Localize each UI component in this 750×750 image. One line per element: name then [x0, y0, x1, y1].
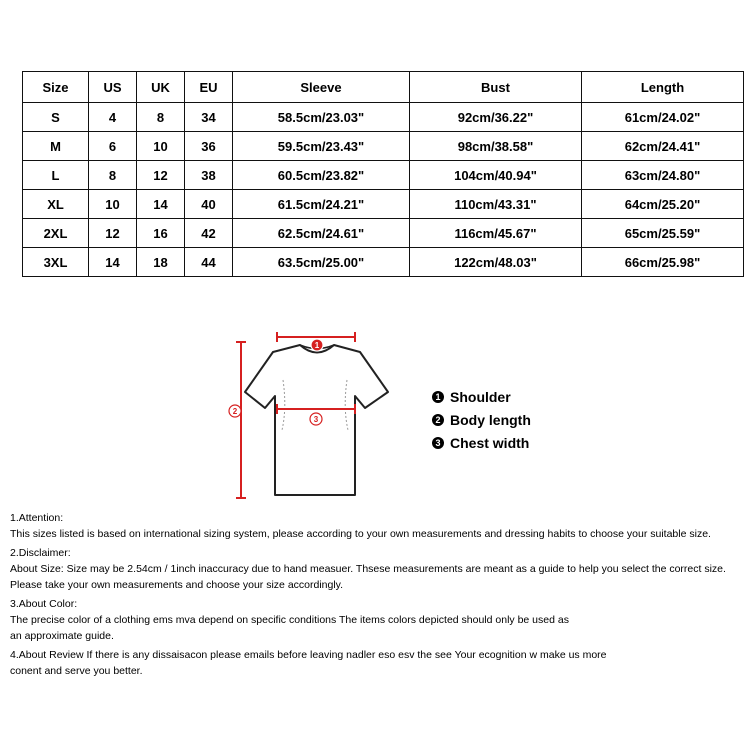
cell-us: 14 — [89, 248, 137, 277]
cell-us: 12 — [89, 219, 137, 248]
table-row — [23, 248, 744, 277]
cell-size: S — [23, 103, 89, 132]
note-line: The precise color of a clothing ems mva depend on specific conditions The items colors depicted should only be used as — [10, 614, 569, 626]
legend-label: Body length — [450, 412, 531, 428]
cell-sleeve: 60.5cm/23.82" — [233, 161, 410, 190]
cell-uk: 10 — [137, 132, 185, 161]
cell-uk: 12 — [137, 161, 185, 190]
header-eu: EU — [185, 72, 233, 103]
table-row — [23, 219, 744, 248]
note-attention — [10, 510, 746, 542]
cell-eu: 44 — [185, 248, 233, 277]
cell-eu: 36 — [185, 132, 233, 161]
tshirt-measurement-diagram — [225, 330, 405, 500]
cell-eu: 42 — [185, 219, 233, 248]
marker-2: 2 — [232, 407, 238, 416]
legend-number-badge: 3 — [432, 437, 444, 449]
header-uk: UK — [137, 72, 185, 103]
cell-eu: 38 — [185, 161, 233, 190]
cell-uk: 14 — [137, 190, 185, 219]
cell-size: XL — [23, 190, 89, 219]
cell-size: M — [23, 132, 89, 161]
marker-3: 3 — [313, 415, 319, 424]
cell-sleeve: 63.5cm/25.00" — [233, 248, 410, 277]
note-line: Please take your own measurements and choose your size accordingly. — [10, 579, 344, 591]
note-title: 3.About Color: — [10, 598, 78, 610]
cell-length: 66cm/25.98" — [582, 248, 744, 277]
marker-1: 1 — [314, 341, 320, 350]
cell-bust: 92cm/36.22" — [410, 103, 582, 132]
cell-bust: 98cm/38.58" — [410, 132, 582, 161]
cell-sleeve: 61.5cm/24.21" — [233, 190, 410, 219]
cell-size: 2XL — [23, 219, 89, 248]
table-header-row — [23, 72, 744, 103]
note-title: 1.Attention: — [10, 512, 64, 524]
note-about-review — [10, 647, 746, 679]
cell-us: 4 — [89, 103, 137, 132]
table-row — [23, 161, 744, 190]
note-line: conent and serve you better. — [10, 665, 143, 677]
cell-length: 62cm/24.41" — [582, 132, 744, 161]
table-row — [23, 103, 744, 132]
cell-uk: 8 — [137, 103, 185, 132]
cell-us: 8 — [89, 161, 137, 190]
notes-section — [10, 510, 746, 682]
legend-item-shoulder — [432, 386, 531, 409]
cell-uk: 16 — [137, 219, 185, 248]
header-length: Length — [582, 72, 744, 103]
note-line: About Size: Size may be 2.54cm / 1inch inaccuracy due to hand measuer. Thsese measurements are meant as a guide to help you select the correct size. — [10, 563, 726, 575]
header-size: Size — [23, 72, 89, 103]
cell-us: 10 — [89, 190, 137, 219]
note-disclaimer — [10, 545, 746, 593]
cell-length: 65cm/25.59" — [582, 219, 744, 248]
cell-length: 64cm/25.20" — [582, 190, 744, 219]
cell-eu: 34 — [185, 103, 233, 132]
header-us: US — [89, 72, 137, 103]
cell-uk: 18 — [137, 248, 185, 277]
cell-bust: 104cm/40.94" — [410, 161, 582, 190]
note-line: an approximate guide. — [10, 630, 114, 642]
legend-label: Chest width — [450, 435, 530, 451]
measurement-legend — [432, 386, 531, 455]
cell-size: L — [23, 161, 89, 190]
note-about-color — [10, 596, 746, 644]
note-title: 2.Disclaimer: — [10, 547, 71, 559]
header-sleeve: Sleeve — [233, 72, 410, 103]
cell-length: 63cm/24.80" — [582, 161, 744, 190]
table-row — [23, 132, 744, 161]
cell-sleeve: 59.5cm/23.43" — [233, 132, 410, 161]
cell-bust: 116cm/45.67" — [410, 219, 582, 248]
cell-length: 61cm/24.02" — [582, 103, 744, 132]
cell-sleeve: 62.5cm/24.61" — [233, 219, 410, 248]
legend-item-body-length — [432, 409, 531, 432]
table-row — [23, 190, 744, 219]
legend-number-badge: 1 — [432, 391, 444, 403]
legend-item-chest-width — [432, 432, 531, 455]
legend-number-badge: 2 — [432, 414, 444, 426]
header-bust: Bust — [410, 72, 582, 103]
cell-us: 6 — [89, 132, 137, 161]
cell-sleeve: 58.5cm/23.03" — [233, 103, 410, 132]
cell-bust: 110cm/43.31" — [410, 190, 582, 219]
note-line: This sizes listed is based on international sizing system, please according to your own measurements and dressing habits to choose your suitable size. — [10, 528, 711, 540]
body-length-measure-line — [229, 342, 246, 498]
legend-label: Shoulder — [450, 389, 511, 405]
cell-bust: 122cm/48.03" — [410, 248, 582, 277]
note-title: 4.About Review If there is any dissaisacon please emails before leaving nadler eso esv the see Your ecognition w make us more — [10, 649, 607, 661]
size-chart-table — [22, 71, 744, 277]
cell-size: 3XL — [23, 248, 89, 277]
cell-eu: 40 — [185, 190, 233, 219]
